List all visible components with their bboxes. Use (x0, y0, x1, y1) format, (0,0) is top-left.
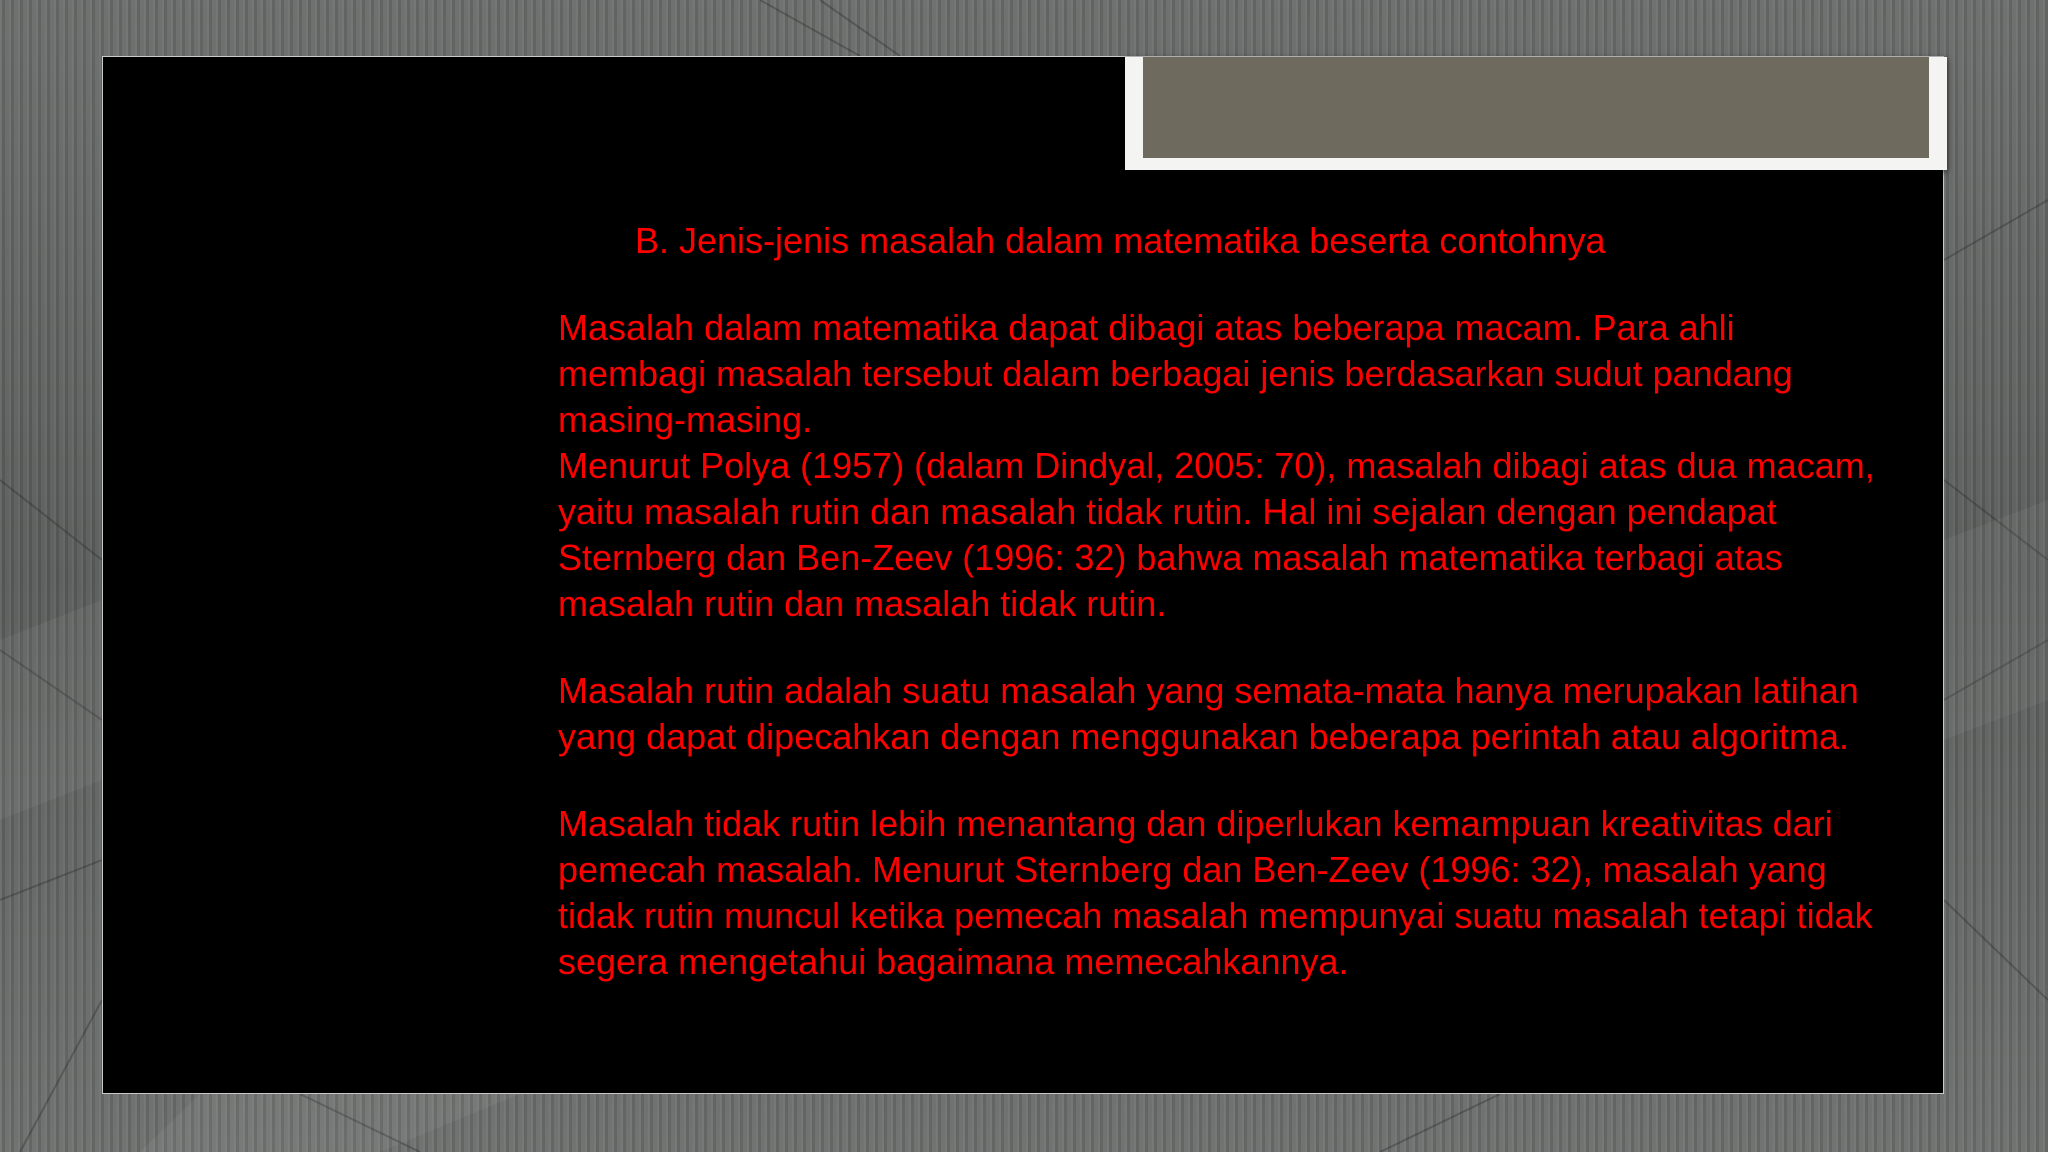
paragraph-non-routine-problem: Masalah tidak rutin lebih menantang dan diperlukan kemampuan kreativitas dari pemecah masalah. Menurut Sternberg dan Ben-Zeev (1996: 32), masalah yang tidak rutin muncul ketika pemecah masalah mempunyai suatu masalah tetapi tidak segera mengetahui bagaimana memecahkannya. (558, 803, 1873, 982)
picture-placeholder (1143, 57, 1929, 158)
paragraph-intro: Masalah dalam matematika dapat dibagi atas beberapa macam. Para ahli membagi masalah tersebut dalam berbagai jenis berdasarkan sudut pandang masing-masing. (558, 307, 1793, 440)
paragraph-routine-problem: Masalah rutin adalah suatu masalah yang semata-mata hanya merupakan latihan yang dapat dipecahkan dengan menggunakan beberapa perintah atau algoritma. (558, 670, 1859, 757)
slide (102, 56, 1944, 1094)
paragraph-polya: Menurut Polya (1957) (dalam Dindyal, 2005: 70), masalah dibagi atas dua macam, yaitu masalah rutin dan masalah tidak rutin. Hal ini sejalan dengan pendapat Sternberg dan Ben-Zeev (1996: 32) bahwa masalah matematika terbagi atas masalah rutin dan masalah tidak rutin. (558, 445, 1875, 624)
picture-frame (1125, 57, 1947, 170)
slide-body (558, 305, 1888, 985)
slide-heading: B. Jenis-jenis masalah dalam matematika beserta contohnya (635, 220, 1606, 261)
